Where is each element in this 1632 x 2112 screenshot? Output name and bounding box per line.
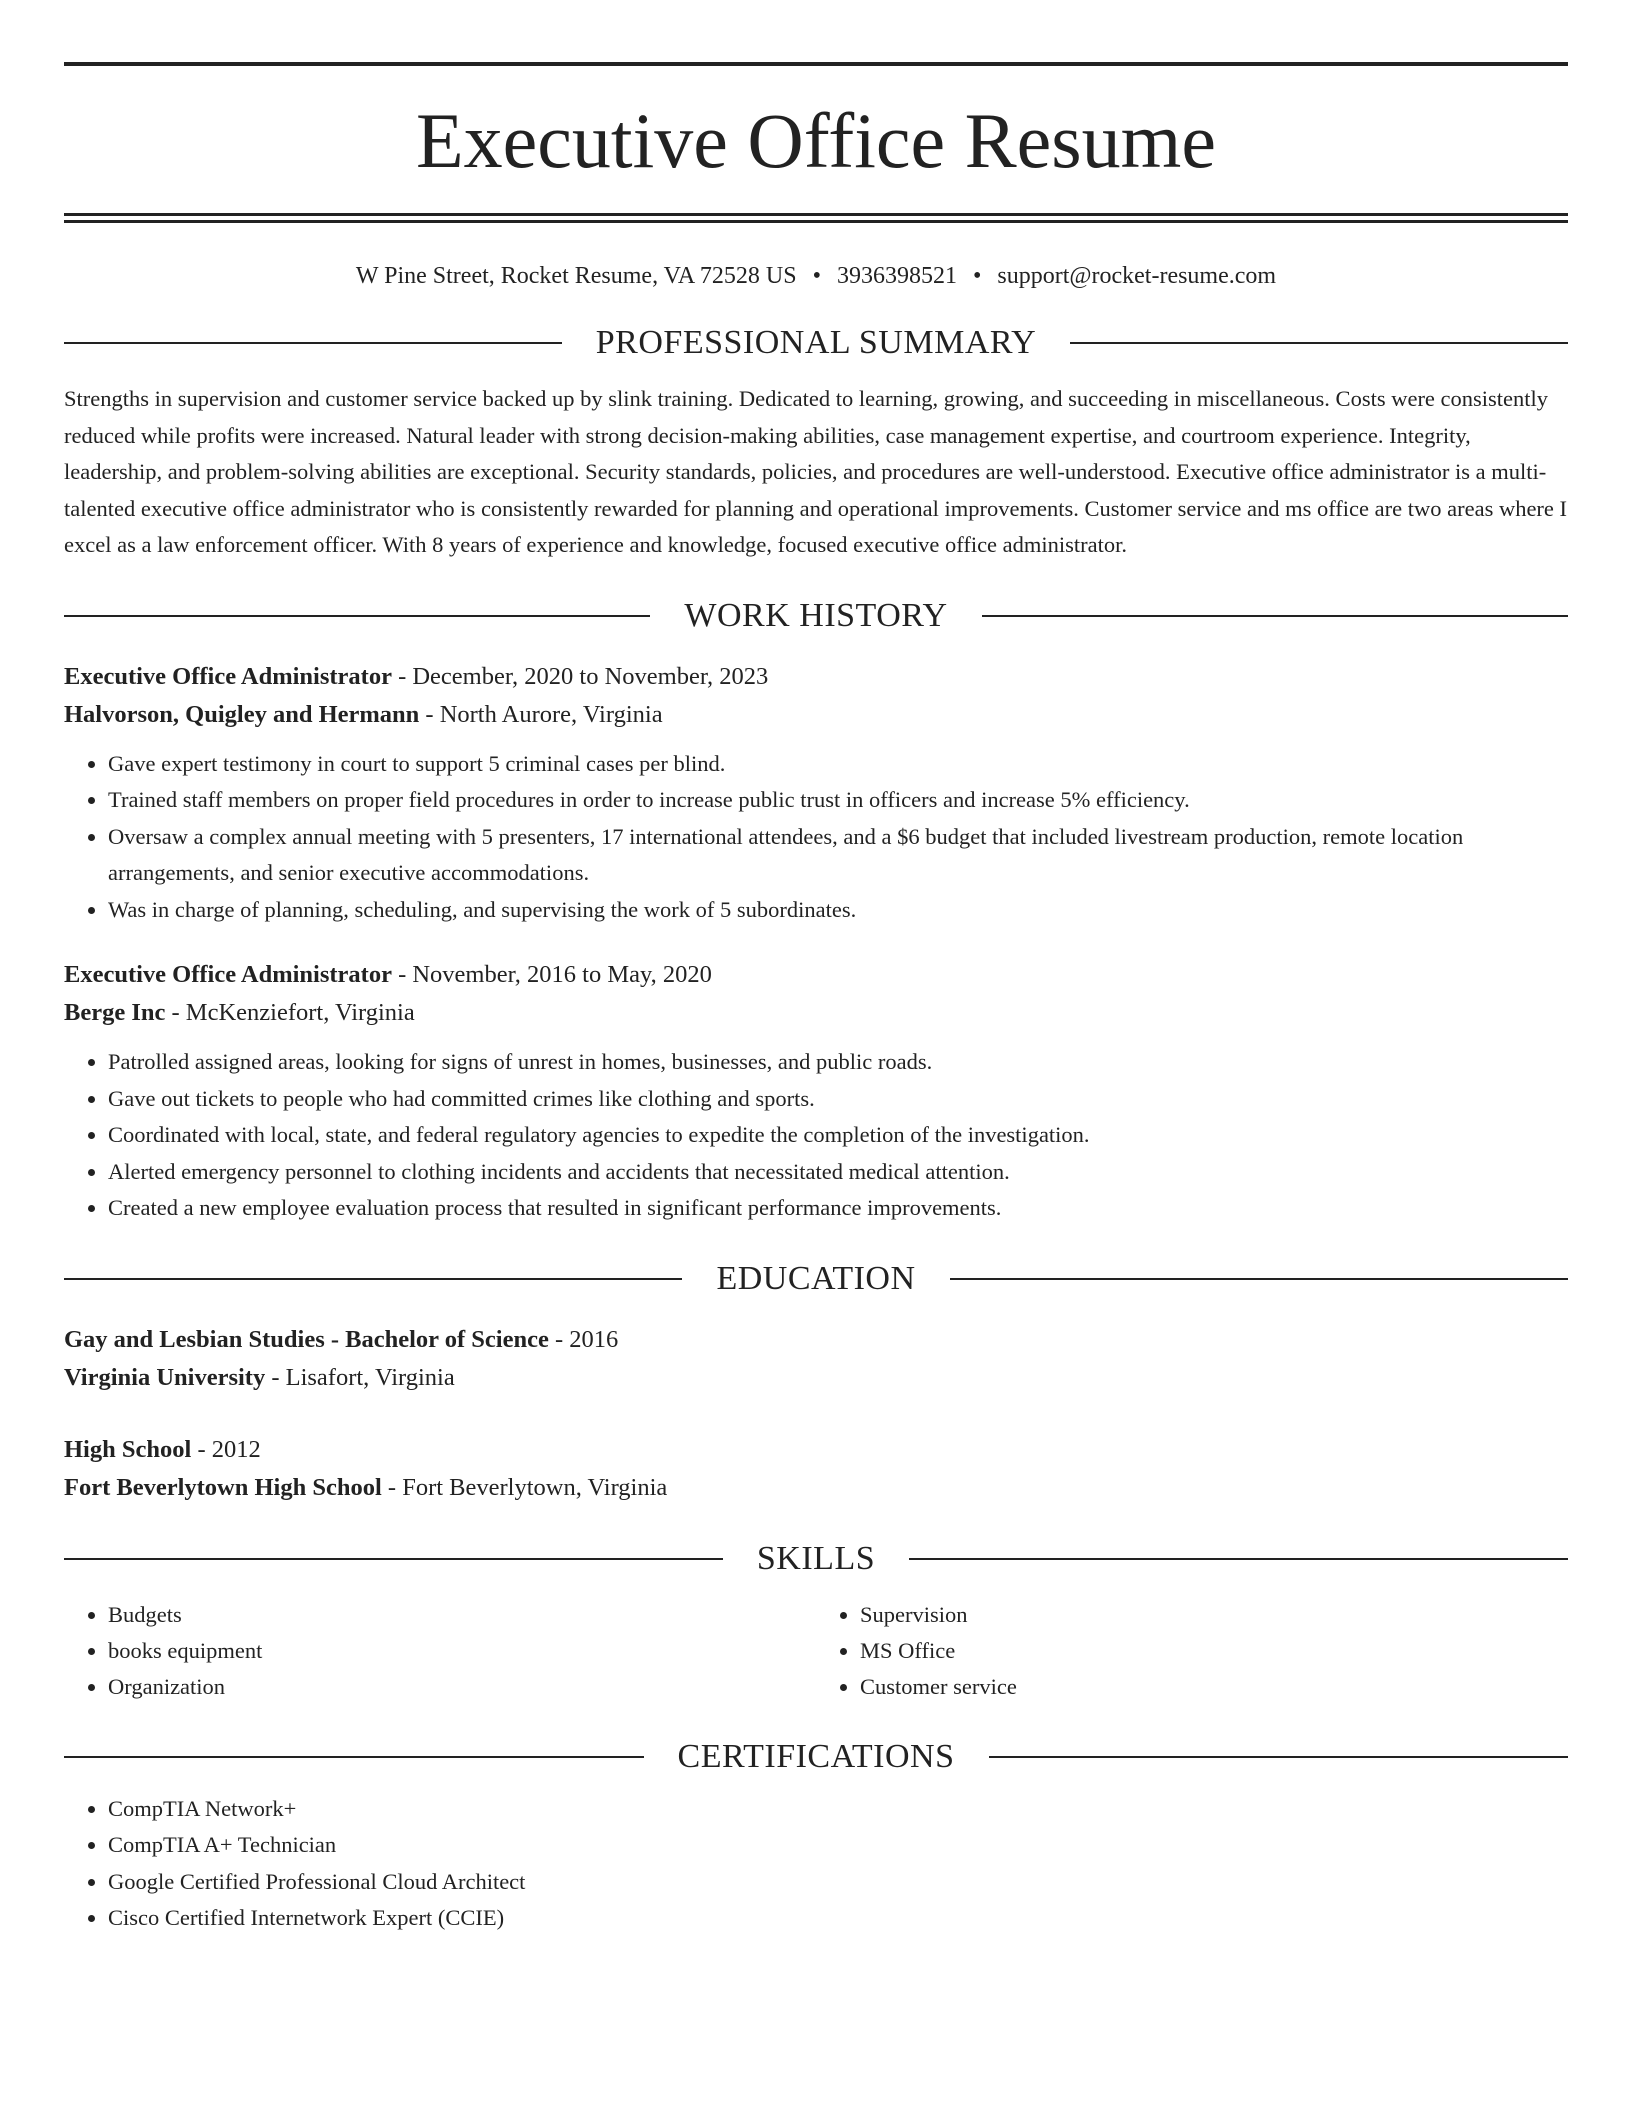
divider-line (64, 1756, 644, 1758)
job-title: Executive Office Administrator (64, 662, 392, 690)
job-title-line (64, 658, 1568, 696)
school-location: - Fort Beverlytown, Virginia (381, 1473, 668, 1501)
section-heading-skills (64, 1537, 1568, 1581)
divider-line (64, 1558, 723, 1560)
contact-line (64, 261, 1568, 291)
section-title: WORK HISTORY (684, 596, 948, 634)
job-title-line (64, 956, 1568, 994)
skill-item: • books equipment (108, 1633, 816, 1669)
section-title: CERTIFICATIONS (677, 1737, 955, 1775)
contact-separator: • (972, 263, 982, 289)
top-rule (64, 62, 1568, 66)
skill-item: • MS Office (860, 1633, 1568, 1669)
work-entry (64, 658, 1568, 929)
skill-item: • Organization (108, 1669, 816, 1705)
contact-separator: • (812, 263, 821, 289)
list-item: • Created a new employee evaluation process that resulted in significant performance improvements. (108, 1190, 1568, 1227)
skill-item: • Budgets (108, 1597, 816, 1633)
school-name: Fort Beverlytown High School (64, 1473, 382, 1501)
divider-line (64, 342, 562, 344)
list-item: • Gave expert testimony in court to support 5 criminal cases per blind. (108, 746, 1568, 783)
company-line (64, 994, 1568, 1032)
page-title: Executive Office Resume (416, 97, 1216, 184)
job-dates: - December, 2020 to November, 2023 (391, 662, 769, 690)
divider-line (64, 615, 650, 617)
job-title: Executive Office Administrator (64, 961, 392, 988)
certification-item: • CompTIA Network+ (108, 1791, 1568, 1828)
list-item: • Was in charge of planning, scheduling, and supervising the work of 5 subordinates. (108, 892, 1568, 929)
list-item: • Coordinated with local, state, and federal regulatory agencies to expedite the completion of the investigation. (108, 1117, 1568, 1154)
job-bullets (64, 1044, 1568, 1227)
title-double-rule (64, 213, 1568, 223)
contact-email: support@rocket-resume.com (997, 263, 1277, 289)
company-location: - McKenziefort, Virginia (165, 999, 415, 1026)
work-entry (64, 956, 1568, 1227)
list-item: • Gave out tickets to people who had committed crimes like clothing and sports. (108, 1081, 1568, 1118)
school-line (64, 1469, 1568, 1507)
certification-item: • Cisco Certified Internetwork Expert (CCIE) (108, 1900, 1568, 1937)
education-entry (64, 1431, 1568, 1507)
degree-name: Gay and Lesbian Studies - Bachelor of Science (64, 1325, 549, 1353)
degree-year: - 2012 (191, 1435, 261, 1463)
skills-column-right (816, 1597, 1568, 1705)
skills-column-left (64, 1597, 816, 1705)
list-item: • Oversaw a complex annual meeting with 5 presenters, 17 international attendees, and a $6 budget that included livestream production, remote location arrangements, and senior executive accommodations. (108, 819, 1568, 892)
company-location: - North Aurore, Virginia (419, 700, 663, 728)
section-title: EDUCATION (716, 1259, 916, 1297)
degree-line (64, 1431, 1568, 1469)
divider-line (909, 1558, 1568, 1560)
skills-grid (64, 1597, 1568, 1705)
company-name: Halvorson, Quigley and Hermann (64, 700, 420, 728)
section-heading-summary (64, 321, 1568, 365)
school-location: - Lisafort, Virginia (265, 1363, 455, 1391)
job-bullets (64, 746, 1568, 929)
degree-name: High School (64, 1435, 192, 1463)
company-name: Berge Inc (64, 999, 166, 1026)
skill-item: • Customer service (860, 1669, 1568, 1705)
list-item: • Trained staff members on proper field procedures in order to increase public trust in officers and increase 5% efficiency. (108, 782, 1568, 819)
school-line (64, 1359, 1568, 1397)
section-title: PROFESSIONAL SUMMARY (595, 324, 1037, 361)
section-heading-work (64, 594, 1568, 638)
section-heading-education (64, 1257, 1568, 1301)
degree-line (64, 1321, 1568, 1359)
company-line (64, 696, 1568, 734)
skill-item: • Supervision (860, 1597, 1568, 1633)
contact-phone: 3936398521 (836, 263, 957, 289)
divider-line (1070, 342, 1568, 344)
certification-item: • Google Certified Professional Cloud Architect (108, 1864, 1568, 1901)
certifications-list (64, 1791, 1568, 1937)
section-heading-certifications (64, 1735, 1568, 1779)
contact-address: W Pine Street, Rocket Resume, VA 72528 US (355, 263, 797, 289)
divider-line (64, 1278, 682, 1280)
education-entry (64, 1321, 1568, 1397)
job-dates: - November, 2016 to May, 2020 (391, 961, 712, 988)
list-item: • Alerted emergency personnel to clothing incidents and accidents that necessitated medical attention. (108, 1154, 1568, 1191)
divider-line (989, 1756, 1569, 1758)
divider-line (950, 1278, 1568, 1280)
summary-paragraph: Strengths in supervision and customer service backed up by slink training. Dedicated to learning, growing, and succeeding in miscellaneous. Costs were consistently reduced while profits were increased. Natural leader with strong decision-making abilities, case management expertise, and courtroom experience. Integrity, leadership, and problem-solving abilities are exceptional. Security standards, policies, and procedures are well-understood. Executive office administrator is a multi-talented executive office administrator who is consistently rewarded for planning and operational improvements. Customer service and ms office are two areas where I excel as a law enforcement officer. With 8 years of experience and knowledge, focused executive office administrator. (64, 386, 1568, 557)
list-item: • Patrolled assigned areas, looking for signs of unrest in homes, businesses, and public roads. (108, 1044, 1568, 1081)
certification-item: • CompTIA A+ Technician (108, 1827, 1568, 1864)
divider-line (982, 615, 1568, 617)
degree-year: - 2016 (548, 1325, 619, 1353)
section-title: SKILLS (756, 1539, 876, 1577)
school-name: Virginia University (64, 1363, 266, 1391)
